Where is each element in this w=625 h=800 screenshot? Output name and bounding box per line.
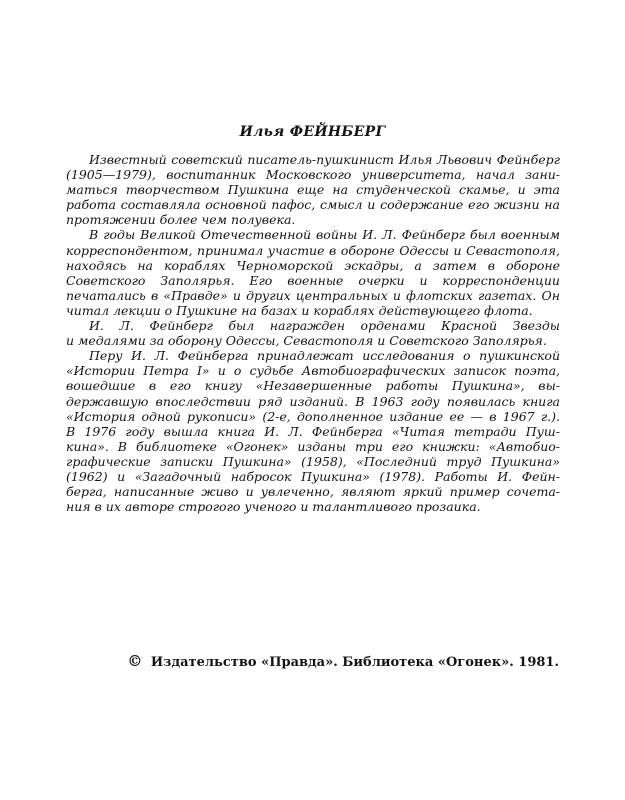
text-line: графические записки Пушкина» (1958), «Последний труд Пушкина» [66, 453, 560, 469]
copyright-symbol: © [127, 652, 143, 670]
text-line: маться творчеством Пушкина еще на студенческой скамье, и эта [66, 182, 560, 198]
text-line: печатались в «Правде» и других центральных и флотских газетах. Он [66, 287, 560, 303]
text-line: корреспондентом, принимал участие в обороне Одессы и Севастополя, [66, 242, 560, 258]
text-line: работа составляла основной пафос, смысл и содержание его жизни на [66, 197, 560, 213]
text-line: Перу И. Л. Фейнберга принадлежат исследования о пушкинской [89, 348, 560, 364]
text-line: и медалями за оборону Одессы, Севастополя и Советского Заполярья. [66, 333, 547, 349]
text-line: И. Л. Фейнберг был награжден орденами Красной Звезды [89, 318, 560, 334]
biography [66, 152, 560, 514]
copyright-text: Издательство «Правда». Библиотека «Огонек». 1981. [150, 655, 559, 670]
text-line: кина». В библиотеке «Огонек» изданы три его книжки: «Автобио- [66, 438, 560, 454]
text-line: В годы Великой Отечественной войны И. Л. Фейнберг был военным [89, 227, 560, 243]
paragraph [66, 152, 560, 227]
text-line: берга, написанные живо и увлеченно, являют яркий пример сочета- [66, 484, 560, 500]
text-line: «История одной рукописи» (2-е, дополненное издание ее — в 1967 г.). [66, 408, 560, 424]
text-line: протяжении более чем полувека. [66, 212, 296, 228]
text-line: В 1976 году вышла книга И. Л. Фейнберга «Читая тетради Пуш- [66, 423, 560, 439]
text-line: державшую впоследствии ряд изданий. В 1963 году появилась книга [66, 393, 560, 409]
text-line: (1962) и «Загадочный набросок Пушкина» (1978). Работы И. Фейн- [66, 468, 560, 484]
text-line: читал лекции о Пушкине на базах и кораблях действующего флота. [66, 302, 533, 318]
text-line: находясь на кораблях Черноморской эскадры, а затем в обороне [66, 257, 560, 273]
text-line: «Истории Петра I» и о судьбе Автобиографических записок поэта, [66, 363, 560, 379]
paragraph [66, 348, 560, 514]
paragraph [66, 227, 560, 318]
text-line: вошедшие в его книгу «Незавершенные работы Пушкина», вы- [66, 378, 560, 394]
paragraph [66, 318, 560, 348]
text-line: Известный советский писатель-пушкинист Илья Львович Фейнберг [89, 152, 560, 167]
text-line: (1905—1979), воспитанник Московского университета, начал зани- [66, 167, 560, 183]
copyright-notice [127, 652, 559, 670]
text-line: ния в их авторе строгого ученого и талантливого прозаика. [66, 499, 481, 515]
text-line: Советского Заполярья. Его военные очерки и корреспонденции [66, 272, 560, 288]
author-name: Илья ФЕЙНБЕРГ [239, 124, 386, 140]
